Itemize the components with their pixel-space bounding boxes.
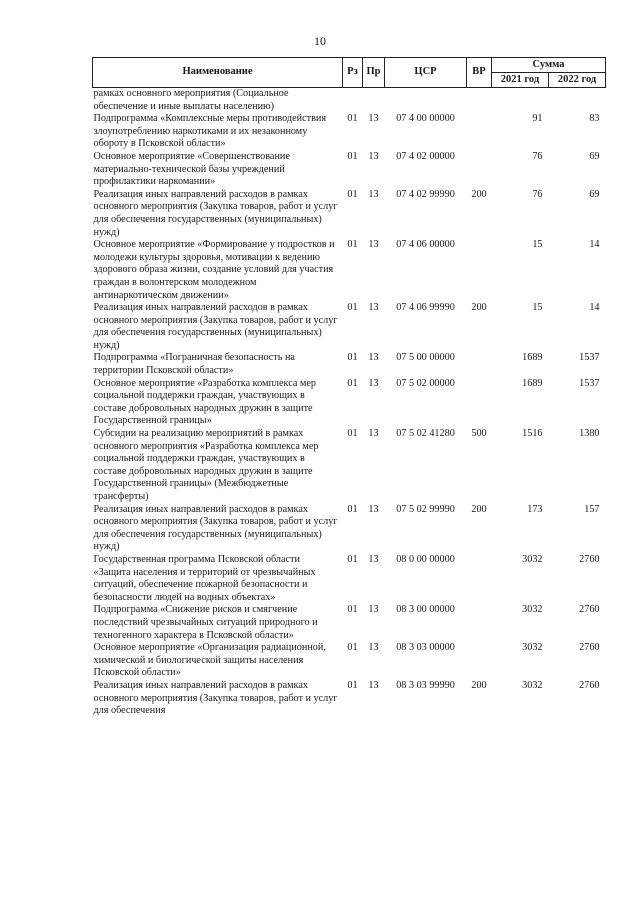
row-sum-2022: 14: [589, 239, 600, 251]
row-name: Реализация иных направлений расходов в рамках основного мероприятия (Закупка товаров, работ и услуг для обеспечения государственных (муниципальных) нужд): [93, 503, 338, 553]
row-rz: 01: [347, 377, 358, 389]
row-csr: 07 5 02 00000: [396, 377, 455, 389]
table-row: [93, 113, 606, 151]
row-sum-2021: 1516: [522, 428, 543, 440]
row-csr: 07 4 02 00000: [396, 150, 455, 162]
row-vr: 200: [471, 302, 487, 314]
header-csr: ЦСР: [385, 58, 467, 88]
row-pr: 13: [368, 679, 379, 691]
row-vr: [467, 554, 492, 604]
row-vr: 200: [471, 679, 487, 691]
row-pr: 13: [368, 113, 379, 125]
row-sum-2022: 83: [589, 113, 600, 125]
table-row: [93, 554, 606, 604]
row-sum-2022: 69: [589, 188, 600, 200]
row-sum-2022: 2760: [579, 553, 600, 565]
row-rz: 01: [347, 113, 358, 125]
table-row: [93, 642, 606, 680]
header-name: Наименование: [93, 58, 343, 88]
row-name: Реализация иных направлений расходов в рамках основного мероприятия (Закупка товаров, работ и услуг для обеспечения государственных (муниципальных) нужд): [93, 188, 338, 238]
row-pr: 13: [368, 642, 379, 654]
table-row: [93, 151, 606, 189]
row-rz: 01: [347, 428, 358, 440]
row-sum-2021: 3032: [522, 642, 543, 654]
row-csr: 07 4 02 99990: [396, 188, 455, 200]
row-sum-2022: 2760: [579, 679, 600, 691]
row-pr: 13: [368, 352, 379, 364]
row-name: Реализация иных направлений расходов в рамках основного мероприятия (Закупка товаров, работ и услуг для обеспечения государственных (муниципальных) нужд): [93, 302, 338, 351]
row-vr: [467, 604, 492, 642]
table-row: [93, 504, 606, 554]
header-vr: ВР: [467, 58, 492, 88]
row-vr: [467, 642, 492, 680]
row-sum-2021: 76: [532, 150, 543, 162]
row-rz: 01: [347, 679, 358, 691]
row-pr: 13: [368, 188, 379, 200]
row-csr: 08 3 00 00000: [396, 604, 455, 616]
row-pr: 13: [368, 377, 379, 389]
row-pr: 13: [368, 150, 379, 162]
table-row: [93, 604, 606, 642]
row-sum-2021: 91: [532, 113, 543, 125]
row-sum-2021: 3032: [522, 553, 543, 565]
header-year-2022: 2022 год: [549, 73, 606, 88]
row-sum-2022: 1537: [579, 352, 600, 364]
row-name: Подпрограмма «Пограничная безопасность на территории Псковской области»: [93, 352, 295, 377]
row-csr: 07 4 06 00000: [396, 239, 455, 251]
row-vr: 500: [471, 428, 487, 440]
row-sum-2021: 3032: [522, 604, 543, 616]
row-name: Основное мероприятие «Организация радиационной, химической и биологической защиты населения Псковской области»: [93, 642, 326, 679]
row-sum-2021: 3032: [522, 679, 543, 691]
budget-table: [92, 57, 606, 718]
row-sum-2021: 15: [532, 239, 543, 251]
table-row: [93, 680, 606, 718]
row-csr: 08 0 00 00000: [396, 553, 455, 565]
row-csr: 07 4 00 00000: [396, 113, 455, 125]
row-csr: 07 5 02 99990: [396, 503, 455, 515]
row-rz: 01: [347, 150, 358, 162]
row-vr: 200: [471, 188, 487, 200]
row-rz: 01: [347, 239, 358, 251]
row-csr: 08 3 03 00000: [396, 642, 455, 654]
row-sum-2021: 173: [527, 503, 543, 515]
table-row: [93, 189, 606, 239]
row-pr: 13: [368, 604, 379, 616]
row-sum-2021: [492, 88, 549, 114]
row-csr: 07 5 00 00000: [396, 352, 455, 364]
row-name: рамках основного мероприятия (Социальное обеспечение и иные выплаты населению): [93, 88, 289, 112]
row-rz: 01: [347, 503, 358, 515]
page-number: 10: [314, 34, 326, 48]
row-sum-2022: 2760: [579, 642, 600, 654]
table-row: [93, 302, 606, 352]
row-sum-2022: 2760: [579, 604, 600, 616]
row-pr: 13: [368, 428, 379, 440]
row-vr: [467, 113, 492, 151]
row-pr: [363, 88, 385, 114]
row-rz: 01: [347, 352, 358, 364]
table-body: [93, 88, 606, 718]
row-vr: 200: [471, 503, 487, 515]
table-row: [93, 88, 606, 114]
row-pr: 13: [368, 239, 379, 251]
row-vr: [467, 378, 492, 428]
row-name: Реализация иных направлений расходов в рамках основного мероприятия (Закупка товаров, работ и услуг для обеспечения: [93, 679, 338, 717]
row-sum-2021: 15: [532, 302, 543, 314]
header-year-2021: 2021 год: [492, 73, 549, 88]
row-sum-2021: 1689: [522, 377, 543, 389]
row-rz: [343, 88, 363, 114]
row-sum-2021: 76: [532, 188, 543, 200]
row-rz: 01: [347, 642, 358, 654]
row-sum-2022: 14: [589, 302, 600, 314]
row-csr: [385, 88, 467, 114]
table-row: [93, 239, 606, 302]
row-rz: 01: [347, 604, 358, 616]
row-pr: 13: [368, 553, 379, 565]
row-rz: 01: [347, 553, 358, 565]
header-sum: Сумма: [492, 58, 606, 73]
row-name: Основное мероприятие «Формирование у подростков и молодежи культуры здоровья, мотивации к ведению здорового образа жизни, создание условий для участия граждан в волонтерском молодежном антинаркотическом движении»: [93, 239, 335, 301]
row-vr: [467, 151, 492, 189]
row-csr: 08 3 03 99990: [396, 679, 455, 691]
row-sum-2022: 1537: [579, 377, 600, 389]
row-pr: 13: [368, 302, 379, 314]
row-rz: 01: [347, 188, 358, 200]
row-vr: [467, 88, 492, 114]
row-name: Государственная программа Псковской области «Защита населения и территорий от чрезвычайных ситуаций, обеспечение пожарной безопасности и безопасности людей на водных объектах»: [93, 553, 316, 603]
row-csr: 07 4 06 99990: [396, 302, 455, 314]
table-row: [93, 428, 606, 504]
row-name: Основное мероприятие «Совершенствование материально-технической базы учреждений профилактики наркомании»: [93, 150, 290, 188]
row-sum-2022: 157: [584, 503, 600, 515]
row-sum-2021: 1689: [522, 352, 543, 364]
header-pr: Пр: [363, 58, 385, 88]
table-row: [93, 378, 606, 428]
table-header: [93, 58, 606, 88]
row-name: Подпрограмма «Снижение рисков и смягчение последствий чрезвычайных ситуаций природного и техногенного характера в Псковской области»: [93, 604, 318, 641]
row-sum-2022: 1380: [579, 428, 600, 440]
header-rz: Рз: [343, 58, 363, 88]
row-name: Основное мероприятие «Разработка комплекса мер социальной поддержки граждан, участвующих в составе добровольных народных дружин в защите Государственной границы»: [93, 377, 316, 427]
row-name: Подпрограмма «Комплексные меры противодействия злоупотреблению наркотиками и их незаконному обороту в Псковской области»: [93, 113, 327, 150]
row-rz: 01: [347, 302, 358, 314]
row-vr: [467, 352, 492, 377]
row-sum-2022: [549, 88, 606, 114]
table-row: [93, 352, 606, 377]
row-csr: 07 5 02 41280: [396, 428, 455, 440]
row-vr: [467, 239, 492, 302]
row-sum-2022: 69: [589, 150, 600, 162]
row-pr: 13: [368, 503, 379, 515]
row-name: Субсидии на реализацию мероприятий в рамках основного мероприятия «Разработка комплекса мер социальной поддержки граждан, участвующих в составе добровольных народных дружин в защите Государственной границы» (Межбюджетные трансферты): [93, 428, 319, 502]
